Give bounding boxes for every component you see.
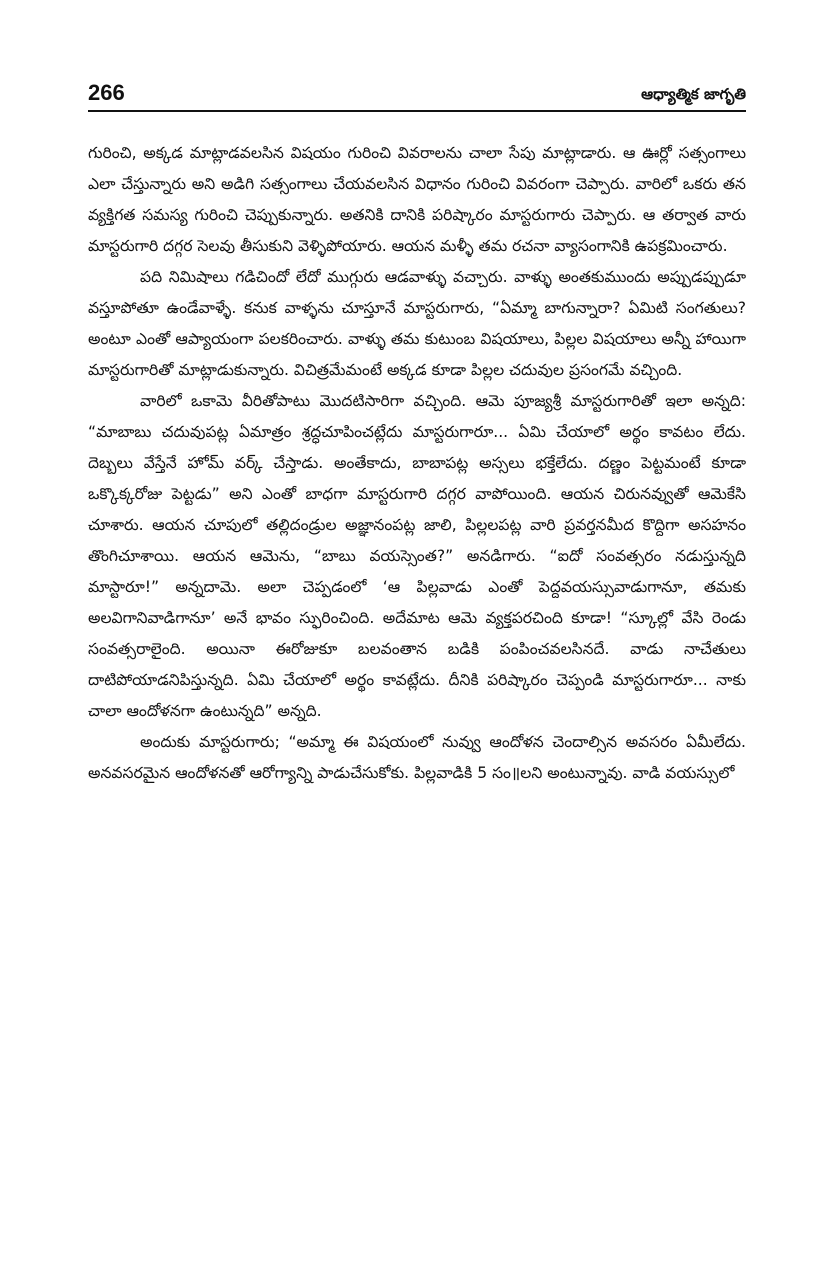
body-text [88, 138, 746, 789]
page-header [88, 78, 746, 106]
book-page [88, 78, 746, 789]
running-title: ఆధ్యాత్మిక జాగృతి [641, 85, 746, 103]
paragraph: గురించి, అక్కడ మాట్లాడవలసిన విషయం గురించి వివరాలను చాలా సేపు మాట్లాడారు. ఆ ఊర్లో సత్సంగాలు ఎలా చేస్తున్నారు అని అడిగి సత్సంగాలు చేయవలసిన విధానం గురించి వివరంగా చెప్పారు. వారిలో ఒకరు తన వ్యక్తిగత సమస్య గురించి చెప్పుకున్నారు. అతనికి దానికి పరిష్కారం మాస్టరుగారు చెప్పారు. ఆ తర్వాత వారు మాస్టరుగారి దగ్గర సెలవు తీసుకుని వెళ్ళిపోయారు. ఆయన మళ్ళీ తమ రచనా వ్యాసంగానికి ఉపక్రమించారు. [88, 144, 746, 255]
paragraph: వారిలో ఒకామె వీరితోపాటు మొదటిసారిగా వచ్చింది. ఆమె పూజ్యశ్రీ మాస్టరుగారితో ఇలా అన్నది: “మాబాబు చదువుపట్ల ఏమాత్రం శ్రద్ధచూపించట్లేదు మాస్టరుగారూ... ఏమి చేయాలో అర్థం కావటం లేదు. దెబ్బలు వేస్తేనే హోమ్ వర్క్ చేస్తాడు. అంతేకాదు, బాబాపట్ల అస్సలు భక్తేలేదు. దణ్ణం పెట్టమంటే కూడా ఒక్కొక్కరోజు పెట్టడు” అని ఎంతో బాధగా మాస్టరుగారి దగ్గర వాపోయింది. ఆయన చిరునవ్వుతో ఆమెకేసి చూశారు. ఆయన చూపులో తల్లిదండ్రుల అజ్ఞానంపట్ల జాలి, పిల్లలపట్ల వారి ప్రవర్తనమీద కొద్దిగా అసహనం తొంగిచూశాయి. ఆయన ఆమెను, “బాబు వయస్సెంత?” అనడిగారు. “ఐదో సంవత్సరం నడుస్తున్నది మాస్టారూ!” అన్నదామె. అలా చెప్పడంలో ‘ఆ పిల్లవాడు ఎంతో పెద్దవయస్సువాడుగానూ, తమకు అలవిగానివాడిగానూ’ అనే భావం స్ఫురించింది. అదేమాట ఆమె వ్యక్తపరచింది కూడా! “స్కూల్లో వేసి రెండు సంవత్సరాలైంది. అయినా ఈరోజుకూ బలవంతాన బడికి పంపించవలసినదే. వాడు నాచేతులు దాటిపోయాడనిపిస్తున్నది. ఏమి చేయాలో అర్థం కావట్లేదు. దీనికి పరిష్కారం చెప్పండి మాస్టరుగారూ... నాకు చాలా ఆందోళనగా ఉంటున్నది” అన్నది. [88, 392, 746, 720]
header-rule [88, 110, 746, 112]
paragraph: పది నిమిషాలు గడిచిందో లేదో ముగ్గురు ఆడవాళ్ళు వచ్చారు. వాళ్ళు అంతకుముందు అప్పుడప్పుడూ వస్తూపోతూ ఉండేవాళ్ళే. కనుక వాళ్ళను చూస్తూనే మాస్టరుగారు, “ఏమ్మా బాగున్నారా? ఏమిటి సంగతులు? అంటూ ఎంతో ఆప్యాయంగా పలకరించారు. వాళ్ళు తమ కుటుంబ విషయాలు, పిల్లల విషయాలు అన్నీ హాయిగా మాస్టరుగారితో మాట్లాడుకున్నారు. విచిత్రమేమంటే అక్కడ కూడా పిల్లల చదువుల ప్రసంగమే వచ్చింది. [88, 268, 746, 379]
paragraph: అందుకు మాస్టరుగారు; “అమ్మా ఈ విషయంలో నువ్వు ఆందోళన చెందాల్సిన అవసరం ఏమీలేదు. అనవసరమైన ఆందోళనతో ఆరోగ్యాన్ని పాడుచేసుకోకు. పిల్లవాడికి 5 సం॥లని అంటున్నావు. వాడి వయస్సులో [88, 733, 746, 782]
page-number: 266 [88, 80, 125, 105]
